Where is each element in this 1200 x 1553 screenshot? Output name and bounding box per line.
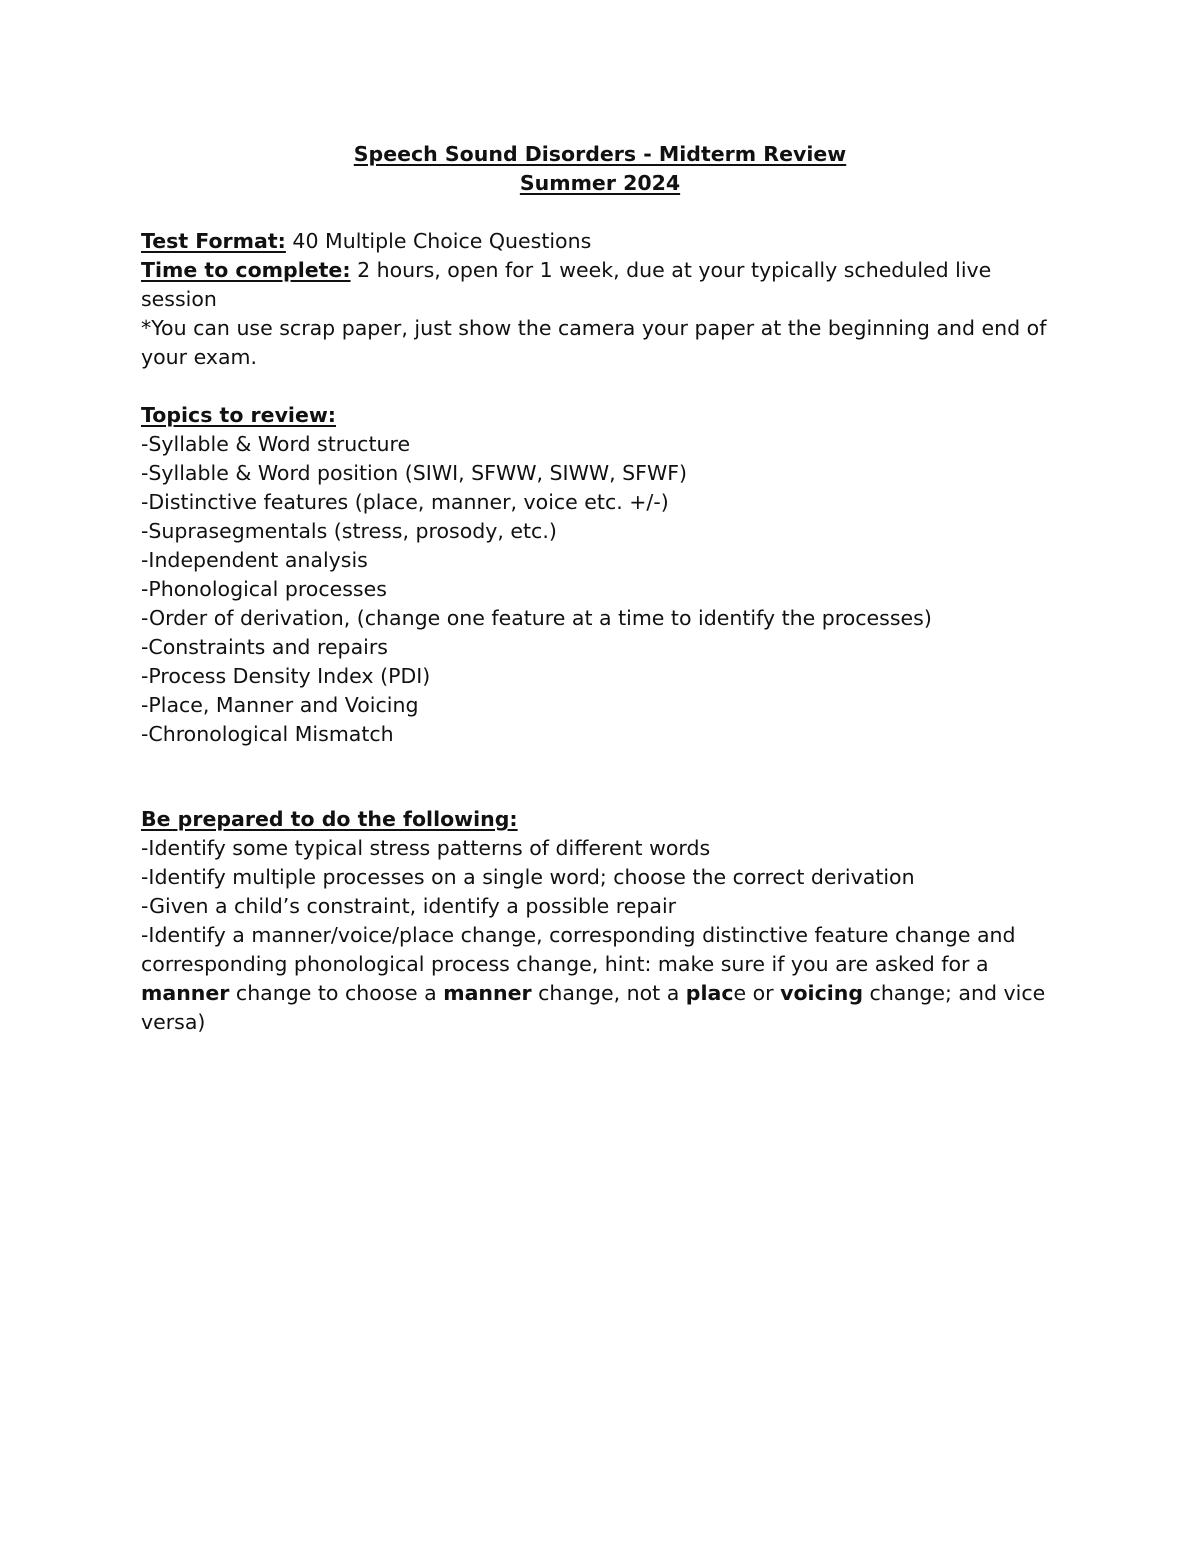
prepare-heading: Be prepared to do the following: [141,807,518,831]
spacer [141,749,1061,805]
topics-list [141,430,1061,749]
prepare-item-manner-voice-place [141,921,1061,1037]
manner-emphasis: manner [141,981,230,1005]
topic-item: -Independent analysis [141,548,368,572]
test-format-label: Test Format: [141,229,286,253]
prepare-item: -Identify multiple processes on a single word; choose the correct derivation [141,865,915,889]
prepare-item: -Given a child’s constraint, identify a possible repair [141,894,677,918]
topic-item: -Syllable & Word structure [141,432,411,456]
scrap-paper-note: *You can use scrap paper, just show the camera your paper at the beginning and end of your exam. [141,316,1047,369]
time-to-complete-line [141,256,1061,314]
topic-item: -Phonological processes [141,577,387,601]
time-label: Time to complete: [141,258,351,282]
prepare-text: change to choose a [229,981,444,1005]
prepare-text: -Identify a manner/voice/place change, corresponding distinctive feature change and corresponding phonological process change, hint: make sure if you are asked for a [141,923,1016,976]
prepare-list [141,834,1061,1037]
test-format-value: 40 Multiple Choice Questions [292,229,592,253]
document-title: Speech Sound Disorders - Midterm Review [353,142,847,166]
document-content [141,140,1061,1037]
prepare-item: -Identify some typical stress patterns of different words [141,836,711,860]
topic-item: -Syllable & Word position (SIWI, SFWW, SIWW, SFWF) [141,461,688,485]
place-emphasis: plac [685,981,734,1005]
topic-item: -Place, Manner and Voicing [141,693,419,717]
topic-item: -Chronological Mismatch [141,722,394,746]
prepare-text: change; and vice versa) [141,981,1046,1034]
topic-item: -Constraints and repairs [141,635,388,659]
prepare-text: change, not a [531,981,686,1005]
topics-heading: Topics to review: [141,403,337,427]
document-subtitle: Summer 2024 [519,171,681,195]
time-value: 2 hours, open for 1 week, due at your typically scheduled live session [141,258,992,311]
topic-item: -Suprasegmentals (stress, prosody, etc.) [141,519,557,543]
topic-item: -Process Density Index (PDI) [141,664,431,688]
prepare-text: e or [733,981,781,1005]
topic-item: -Order of derivation, (change one feature at a time to identify the processes) [141,606,932,630]
voicing-emphasis: voicing [780,981,864,1005]
spacer [141,372,1061,401]
topic-item: -Distinctive features (place, manner, voice etc. +/-) [141,490,669,514]
title-block [0,140,1200,198]
spacer [141,198,1061,227]
test-format-line [141,227,1061,256]
manner-emphasis: manner [443,981,532,1005]
